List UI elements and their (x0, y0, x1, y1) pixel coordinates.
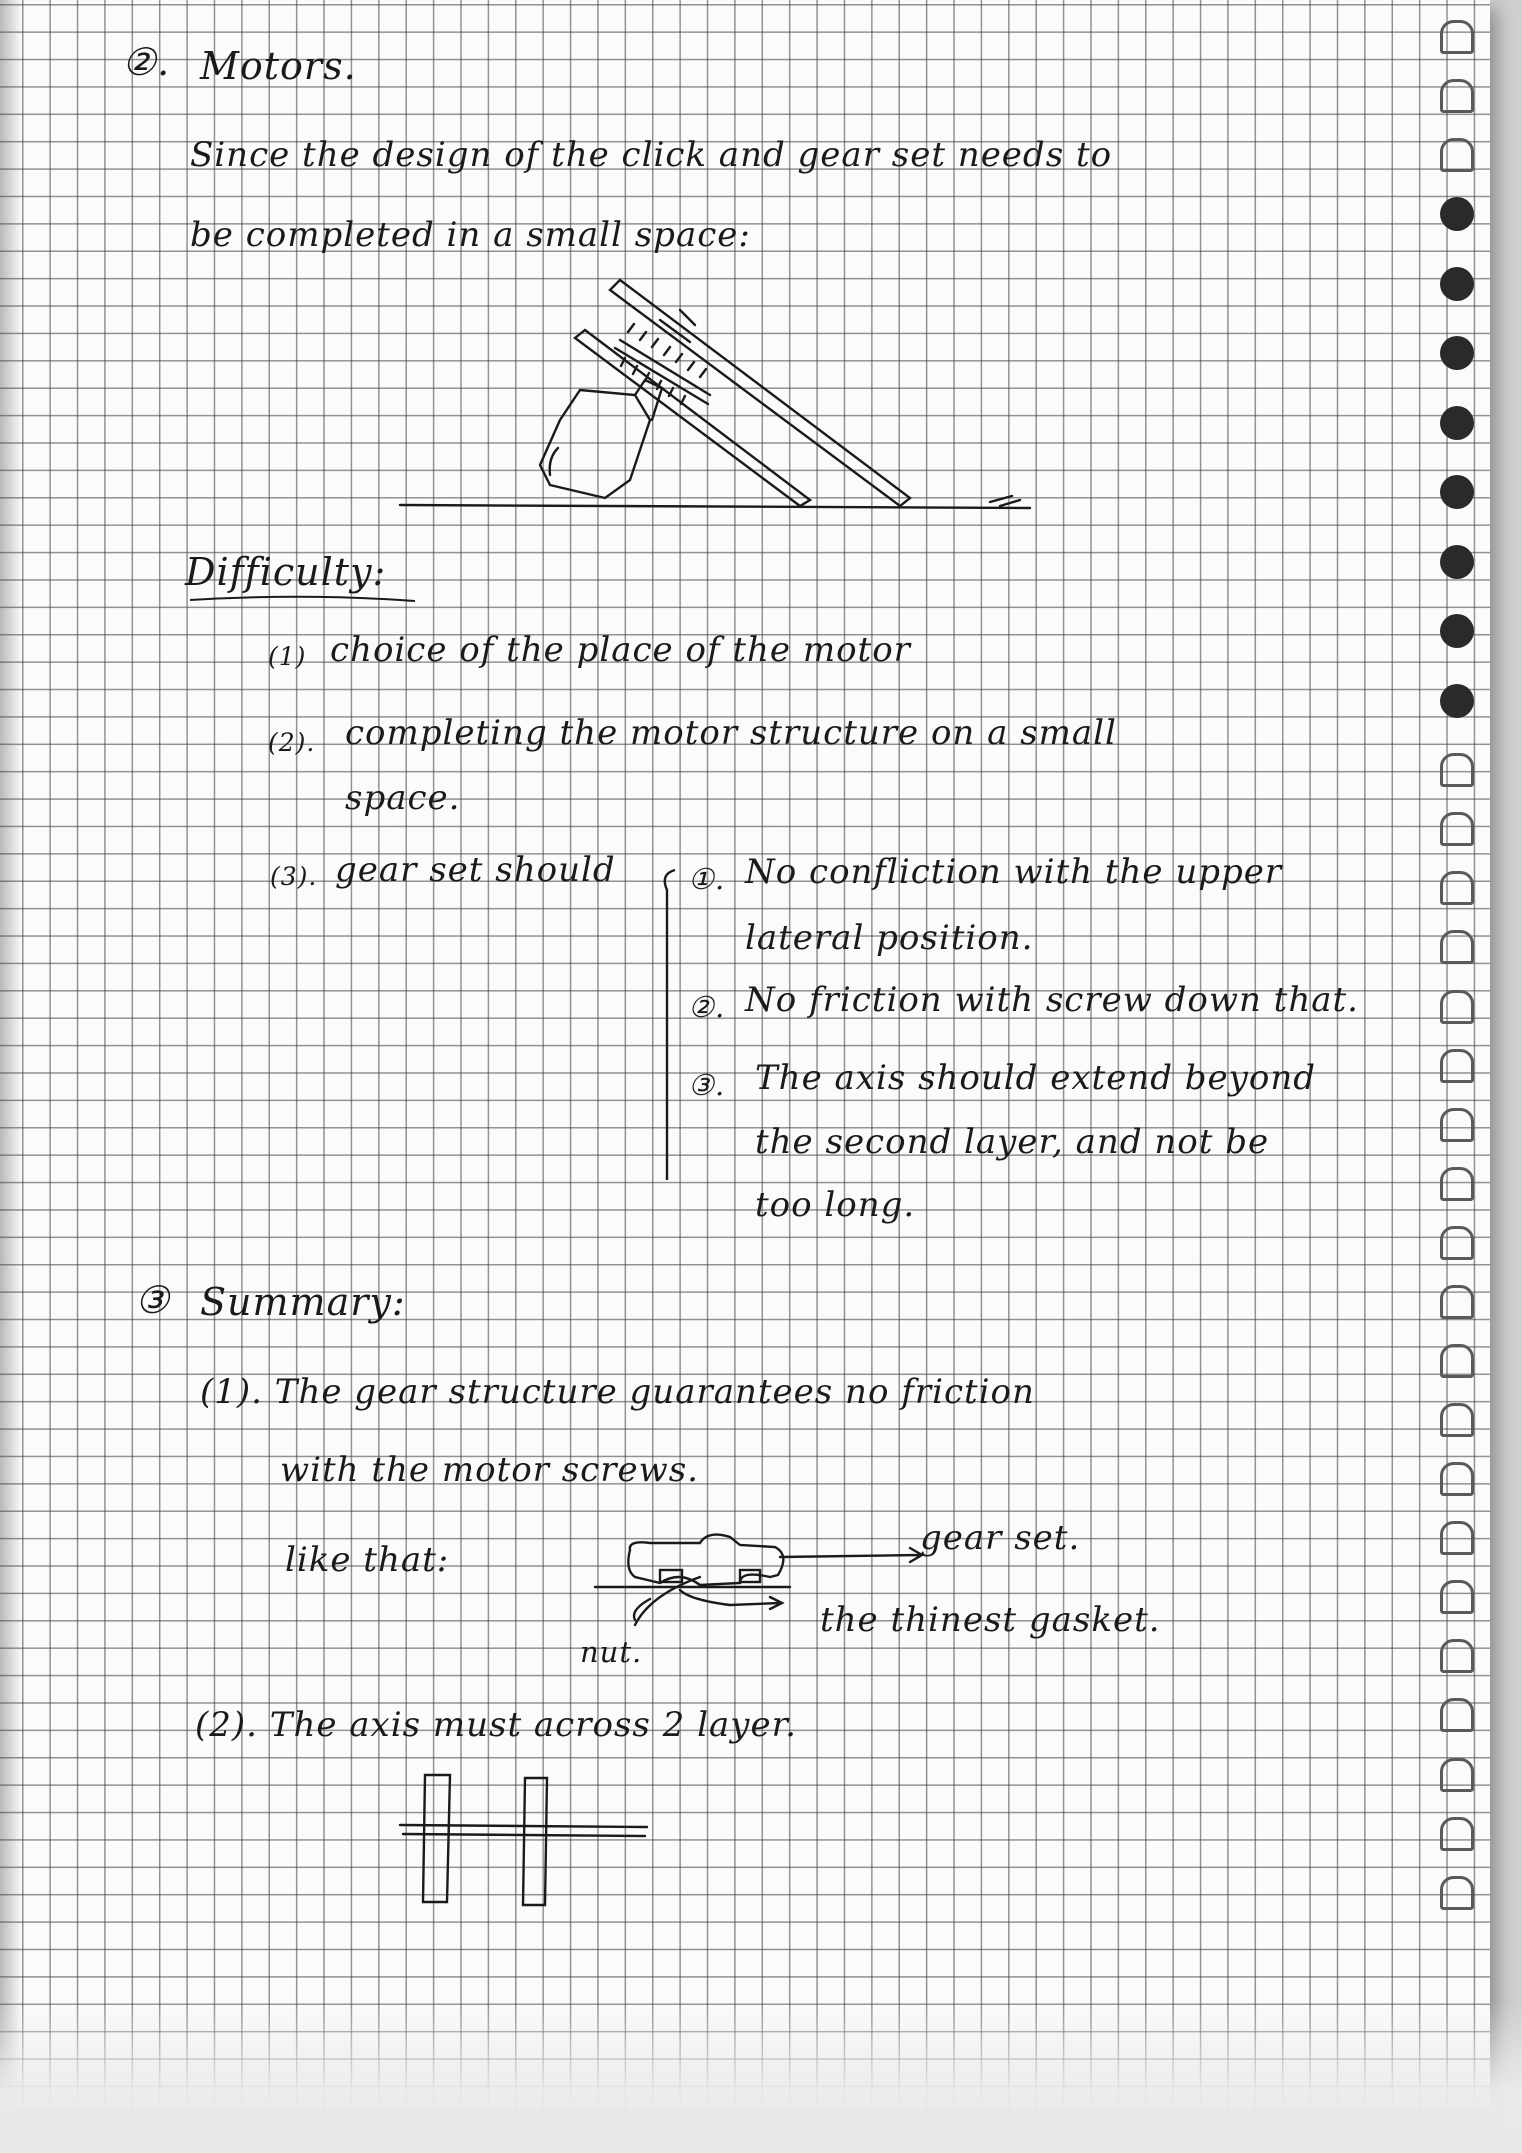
axis-layers-sketch (395, 1770, 655, 1910)
binding-ring-filled (1440, 406, 1474, 440)
sub-item-1-number: ①. (688, 862, 726, 896)
arrow-gear-set (780, 1548, 922, 1562)
binding-ring-open (1440, 1639, 1474, 1673)
binding-ring-open (1440, 1167, 1474, 1201)
sub-item-2-number: ②. (688, 990, 726, 1024)
binding-ring-open (1440, 1817, 1474, 1851)
difficulty-item-2-text-cont: space. (345, 778, 461, 818)
baseline-line (400, 505, 1030, 508)
binding-ring-open (1440, 1758, 1474, 1792)
summary-item-1-line-1: (1). The gear structure guarantees no friction (200, 1372, 1035, 1412)
sub-item-3-text-cont: the second layer, and not be (755, 1122, 1270, 1162)
binding-ring-open (1440, 930, 1474, 964)
difficulty-item-2-text: completing the motor structure on a small (345, 713, 1117, 753)
binding-ring-open (1440, 1580, 1474, 1614)
layer-2 (523, 1778, 547, 1905)
binding-ring-open (1440, 871, 1474, 905)
binding-ring-filled (1440, 267, 1474, 301)
summary-item-1-line-2: with the motor screws. (280, 1450, 699, 1490)
binding-ring-open (1440, 1285, 1474, 1319)
summary-heading: Summary: (200, 1280, 406, 1324)
binding-ring-open (1440, 1108, 1474, 1142)
difficulty-heading: Difficulty: (185, 550, 387, 594)
summary-item-2: (2). The axis must across 2 layer. (195, 1705, 797, 1745)
sub-item-3-text-cont-2: too long. (755, 1185, 916, 1225)
difficulty-underline (185, 595, 425, 605)
arrow-gasket (680, 1590, 782, 1609)
summary-number: ③ (135, 1278, 171, 1322)
outer-rail (610, 280, 910, 506)
binding-ring-open (1440, 1521, 1474, 1555)
difficulty-item-1-text: choice of the place of the motor (330, 630, 911, 670)
sub-list-bracket (655, 860, 685, 1190)
label-nut: nut. (580, 1635, 643, 1669)
binding-ring-open (1440, 812, 1474, 846)
binding-ring-filled (1440, 545, 1474, 579)
sub-item-1-text: No confliction with the upper (745, 852, 1283, 892)
intro-line-2: be completed in a small space: (190, 215, 751, 255)
binding-ring-filled (1440, 336, 1474, 370)
intro-line-1: Since the design of the click and gear set needs to (190, 135, 1113, 175)
section-motors-number: ②. (122, 40, 171, 84)
difficulty-item-3-text: gear set should (335, 850, 616, 890)
binding-ring-open (1440, 1049, 1474, 1083)
binding-ring-open (1440, 20, 1474, 54)
binding-ring-open (1440, 1876, 1474, 1910)
inner-rail (575, 330, 810, 506)
sub-item-2-text: No friction with screw down that. (745, 980, 1359, 1020)
bottom-shadow (0, 2000, 1522, 2153)
sub-item-3-number: ③. (688, 1068, 726, 1102)
binding-ring-open (1440, 1344, 1474, 1378)
like-that-label: like that: (285, 1540, 450, 1580)
binding-ring-filled (1440, 684, 1474, 718)
label-thinest-gasket: the thinest gasket. (820, 1600, 1161, 1640)
sub-item-1-text-cont: lateral position. (745, 918, 1034, 958)
binding-ring-open (1440, 1403, 1474, 1437)
binding-ring-open (1440, 1226, 1474, 1260)
binding-ring-open (1440, 138, 1474, 172)
layer-1 (423, 1775, 450, 1902)
motor-gear-sketch (390, 270, 1050, 530)
binding-ring-open (1440, 753, 1474, 787)
section-motors-title: Motors. (200, 44, 357, 88)
difficulty-item-2-number: (2). (268, 728, 316, 757)
binding-ring-filled (1440, 475, 1474, 509)
binding-ring-open (1440, 1462, 1474, 1496)
page-edge-shadow (0, 0, 22, 2110)
label-gear-set: gear set. (920, 1518, 1081, 1558)
ring-binding (1440, 20, 1510, 1970)
binding-ring-open (1440, 990, 1474, 1024)
binding-ring-filled (1440, 197, 1474, 231)
binding-ring-open (1440, 79, 1474, 113)
baseline-end-mark (990, 496, 1020, 506)
difficulty-item-3-number: (3). (270, 862, 318, 891)
sub-item-3-text: The axis should extend beyond (755, 1058, 1317, 1098)
difficulty-item-1-number: (1) (268, 642, 307, 671)
binding-ring-open (1440, 1698, 1474, 1732)
binding-ring-filled (1440, 614, 1474, 648)
motor-body (540, 390, 650, 498)
